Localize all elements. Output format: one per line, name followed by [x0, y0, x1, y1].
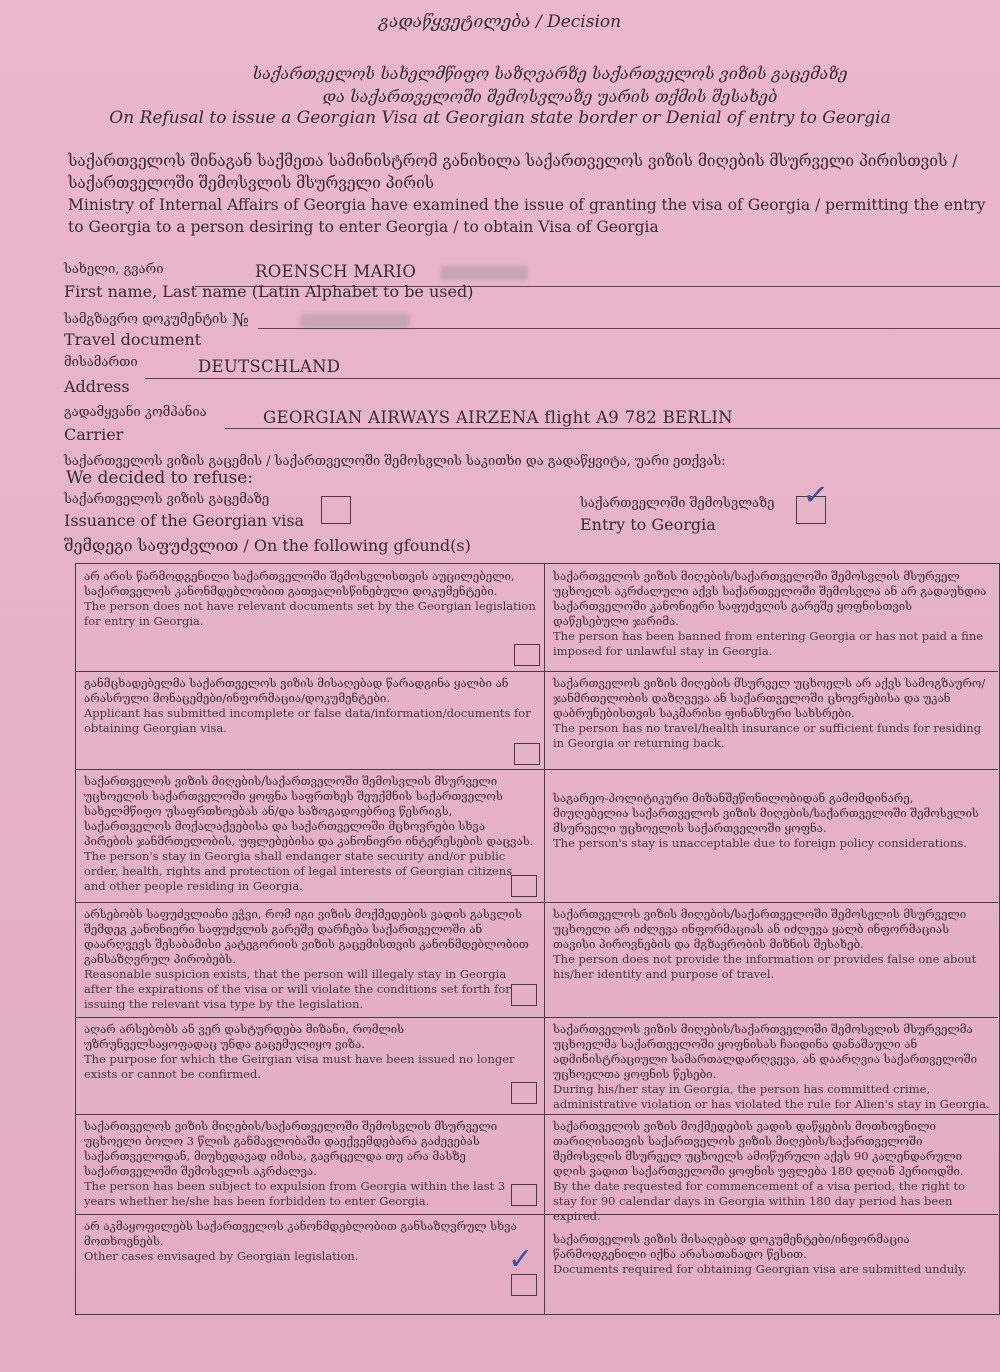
- carrier-value: GEORGIAN AIRWAYS AIRZENA flight A9 782 BERLIN: [263, 408, 733, 427]
- decision-en: We decided to refuse:: [66, 468, 254, 488]
- visa-option-en: Issuance of the Georgian visa: [64, 511, 305, 530]
- intro-ka: საქართველოს შინაგან საქმეთა სამინისტრომ განიხილა საქართველოს ვიზის მიღების მსურველი პირისთვის / საქართველოში შემოსვლის მსურველი პირის: [68, 152, 958, 192]
- ground-left-6: საქართველოს ვიზის მიღების/საქართველოში შემოსვლის მსურველი უცხოელი ბოლო 3 წლის განმავლობაში დაექვემდებარა გაძევებას საქართველოდან, მიუხედავად იმისა, გავრცელდა თუ არა მასზე საქართველოში შემოსვლის აკრძალვა. The person has been subject to expulsion from Georgia within the last 3 years whether he/she has been forbidden to enter Georgia.: [76, 1114, 544, 1214]
- ground-right-4: საქართველოს ვიზის მიღების/საქართველოში შემოსვლის მსურველი უცხოელი არ იძლევა ინფორმაციას ან იძლევა ყალბ ინფორმაციას თავისი პიროვნების და მგზავრობის მიზნის შესახებ. The person does not provide the information or provides false one about his/her identity and purpose of travel.: [553, 907, 977, 981]
- redacted-blur: [300, 314, 410, 328]
- carrier-label-ka: გადამყვანი კომპანია: [64, 405, 207, 420]
- visa-refusal-checkbox[interactable]: [321, 496, 351, 524]
- carrier-label-en: Carrier: [64, 425, 124, 444]
- ground-right-5: საქართველოს ვიზის მიღების/საქართველოში შემოსვლის მსურველმა უცხოელმა საქართველოში ყოფნისას ჩაიდინა დანაშაული ან ადმინისტრაციული სამართალდარღვევა, ან დაარღვია საქართველოში უცხოელთა ყოფნის წესები. During his/her stay in Georgia, the person has committed crime, administrative violation or has violated the rule for Alien's stay in Georgia.: [553, 1022, 990, 1111]
- address-underline: [145, 378, 1000, 379]
- entry-option-en: Entry to Georgia: [580, 515, 716, 534]
- ground-checkbox[interactable]: [511, 1082, 537, 1104]
- ground-right-2: საქართველოს ვიზის მიღების მსურველ უცხოელს არ აქვს სამოგზაურო/ჯანმრთელობის დაზღვევა ან საქართველოში ცხოვრებისა და უკან დაბრუნებისთვის საკმარისი ფინანსური სახსრები. The person has no travel/health insurance or sufficient funds for residing in Georgia or returning back.: [553, 676, 986, 750]
- ground-right-7: საქართველოს ვიზის მისაღებად დოკუმენტები/ინფორმაცია წარმოდგენილი იქნა არასათანადო წესით. Documents required for obtaining Georgian visa are submitted unduly.: [553, 1232, 967, 1276]
- address-label-en: Address: [64, 377, 130, 396]
- ground-checkbox[interactable]: [511, 875, 537, 897]
- grounds-heading: შემდეგი საფუძვლით / On the following gfound(s): [64, 536, 471, 555]
- ground-checkbox[interactable]: [511, 984, 537, 1006]
- ground-right-3: საგარეო-პოლიტიკური მიზანშეწონილობიდან გამომდინარე, მიუღებელია საქართველოს ვიზის მიღების/საქართველოში შემოსვლის მსურველი უცხოელის საქართველოში ყოფნა. The person's stay is unacceptable due to foreign policy considerations.: [553, 791, 979, 850]
- ground-checkbox[interactable]: [514, 743, 540, 765]
- ground-left-4: არსებობს საფუძვლიანი ეჭვი, რომ იგი ვიზის მოქმედების ვადის გასვლის შემდეგ კანონიერი საფუძვლის გარეშე დარჩება საქართველოში ან დაარღვევს შესაბამისი კატეგორიის ვიზის გაცემისთვის კანონმდებლობით განსაზღვრულ პირობებს. Reasonable suspicion exists, that the person will illegaly stay in Georgia after the expirations of the visa or will violate the conditions set forth for issuing the relevant visa type by the legislation.: [76, 902, 544, 1017]
- entry-option-ka: საქართველოში შემოსვლაზე: [580, 496, 775, 511]
- ground-checkbox[interactable]: [511, 1274, 537, 1296]
- carrier-underline: [225, 428, 1000, 429]
- visa-option-ka: საქართველოს ვიზის გაცემაზე: [64, 492, 270, 507]
- name-value: ROENSCH MARIO: [255, 262, 417, 281]
- doc-underline: [258, 328, 1000, 329]
- ground-left-1: არ არის წარმოდგენილი საქართველოში შემოსვლისთვის აუცილებელი, საქართველოს კანონმდებლობით გათვალისწინებული დოკუმენტები. The person does not have relevant documents set by the Georgian legislation for entry in Georgia.: [76, 564, 544, 671]
- ground-left-3: საქართველოს ვიზის მიღების/საქართველოში შემოსვლის მსურველი უცხოელის საქართველოში ყოფნა საფრთხეს შეუქმნის საქართველოს სახელმწიფო უსაფრთხოებას ან/და საზოგადოებრივ წესრიგს, საქართველოს მოქალაქეებისა და საქართველოში მცხოვრები სხვა პირების ჯანმრთელობის, უფლებებისა და კანონიერი ინტერესების დაცვას. The person's stay in Georgia shall endanger state security and/or public order, health, rights and protection of legal interests of Georgian citizens and other people residing in Georgia.: [76, 769, 544, 902]
- ground-checkbox[interactable]: [511, 1184, 537, 1206]
- ground-left-7: არ აკმაყოფილებს საქართველოს კანონმდებლობით განსაზღვრულ სხვა მოთხოვნებს. Other cases envisaged by Georgian legislation. ✓: [76, 1214, 544, 1314]
- ground-right-6: საქართველოს ვიზის მოქმედების ვადის დაწყების მოთხოვნილი თარიღისათვის საქართველოს ვიზის მიღების/საქართველოში შემოსვლის მსურველ უცხოელს ამოწურული აქვს 90 კალენდარული დღის ვადით საქართველოში ყოფნის უფლება 180 დღიან პერიოდში. By the date requested for commencement of a visa period, the right to stay for 90 calendar days in Georgia within 180 day period has been expired.: [553, 1119, 966, 1223]
- intro-en: Ministry of Internal Affairs of Georgia have examined the issue of granting the visa of Georgia / permitting the entry to Georgia to a person desiring to enter Georgia / to obtain Visa of Georgia: [68, 196, 986, 236]
- grounds-table: [75, 563, 1000, 1315]
- redacted-blur: [440, 266, 528, 280]
- document-subtitle-ka: საქართველოს სახელმწიფო საზღვარზე საქართველოს ვიზის გაცემაზე და საქართველოში შემოსვლაზე უარის თქმის შესახებ: [252, 64, 848, 106]
- ground-left-2: განმცხადებელმა საქართველოს ვიზის მისაღებად წარადგინა ყალბი ან არასრული მონაცემები/ინფორმაცია/დოკუმენტები. Applicant has submitted incomplete or false data/information/documents for obtaining Georgian visa.: [76, 671, 544, 769]
- doc-label-en: Travel document: [64, 330, 202, 349]
- doc-label-ka: სამგზავრო დოკუმენტის: [64, 312, 228, 327]
- address-value: DEUTSCHLAND: [198, 357, 341, 376]
- name-label-en: First name, Last name (Latin Alphabet to be used): [64, 282, 474, 301]
- document-subtitle-en: On Refusal to issue a Georgian Visa at Georgian state border or Denial of entry to Georgia: [109, 108, 891, 128]
- ground-checkbox[interactable]: [514, 644, 540, 666]
- decision-ka: საქართველოს ვიზის გაცემის / საქართველოში შემოსვლის საკითხი და გადაწყვიტა, უარი ეთქვას:: [64, 454, 726, 469]
- doc-number-sign: №: [232, 310, 250, 331]
- name-label-ka: სახელი, გვარი: [64, 262, 164, 277]
- ground-left-5: აღარ არსებობს ან ვერ დასტურდება მიზანი, რომლის უზრუნველსაყოფადაც უნდა გაცემულიყო ვიზა. The purpose for which the Geirgian visa must have been issued no longer exists or cannot be confirmed.: [76, 1017, 544, 1114]
- document-title: გადაწყვეტილება / Decision: [378, 12, 622, 32]
- ground-right-1: საქართველოს ვიზის მიღების/საქართველოში შემოსვლის მსურველ უცხოელს აკრძალული აქვს საქართველოში შემოსვლა ან არ გადაუხდია საქართველოში კანონიერი საფუძვლის გარეშე ყოფნისთვის დაწესებული ჯარიმა. The person has been banned from entering Georgia or has not paid a fine imposed for unlawful stay in Georgia.: [553, 569, 987, 658]
- check-icon: ✓: [508, 1242, 534, 1277]
- intro-block: [68, 150, 998, 238]
- check-icon: ✓: [801, 476, 830, 515]
- address-label-ka: მისამართი: [64, 355, 138, 370]
